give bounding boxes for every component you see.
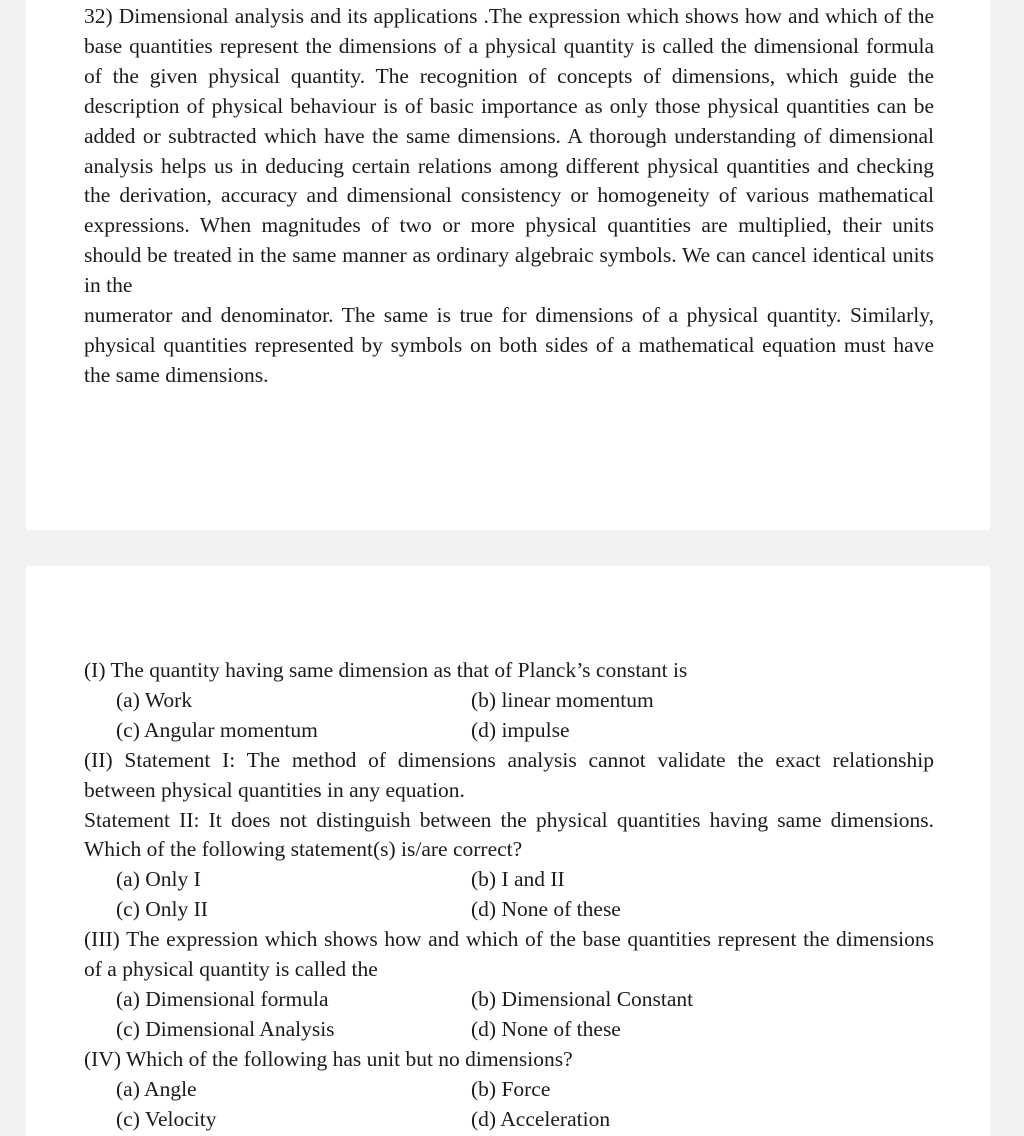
- question-1: [84, 656, 934, 746]
- passage-text-continued: numerator and denominator. The same is true for dimensions of a physical quantity. Similarly, physical quantities represented by symbols on both sides of a mathematical equation must have the same dimensions.: [84, 303, 934, 387]
- question-2: [84, 746, 934, 925]
- option-d: (d) impulse: [471, 717, 570, 742]
- option-b: (b) linear momentum: [471, 687, 654, 712]
- options-grid: [84, 985, 934, 1045]
- question-4: [84, 1045, 934, 1135]
- question-stem: (II) Statement I: The method of dimensions analysis cannot validate the exact relationship between physical quantities in any equation.: [84, 747, 934, 802]
- options-grid: [84, 686, 934, 746]
- question-number: 32): [84, 4, 113, 28]
- option-a: (a) Dimensional formula: [116, 986, 329, 1011]
- question-list: [84, 656, 934, 1135]
- passage-paragraph: [84, 2, 934, 391]
- question-stem-statement-2: Statement II: It does not distinguish between the physical quantities having same dimensions. Which of the following statement(s) is/are correct?: [84, 807, 934, 862]
- question-stem: (IV) Which of the following has unit but no dimensions?: [84, 1046, 573, 1071]
- option-c: (c) Velocity: [116, 1106, 217, 1131]
- question-3: [84, 925, 934, 1045]
- option-a: (a) Only I: [116, 867, 201, 892]
- option-d: (d) Acceleration: [471, 1106, 611, 1131]
- option-b: (b) Dimensional Constant: [471, 986, 694, 1011]
- passage-text: Dimensional analysis and its applications .The expression which shows how and which of the base quantities represent the dimensions of a physical quantity is called the dimensional formula of the given physical quantity. The recognition of concepts of dimensions, which guide the description of physical behaviour is of basic importance as only those physical quantities can be added or subtracted which have the same dimensions. A thorough understanding of dimensional analysis helps us in deducing certain relations among different physical quantities and checking the derivation, accuracy and dimensional consistency or homogeneity of various mathematical expressions. When magnitudes of two or more physical quantities are multiplied, their units should be treated in the same manner as ordinary algebraic symbols. We can cancel identical units in the: [84, 4, 934, 298]
- option-c: (c) Angular momentum: [116, 717, 318, 742]
- option-b: (b) I and II: [471, 867, 565, 892]
- option-c: (c) Dimensional Analysis: [116, 1016, 335, 1041]
- option-a: (a) Work: [116, 687, 193, 712]
- option-d: (d) None of these: [471, 1016, 621, 1041]
- options-grid: [84, 1075, 934, 1135]
- option-a: (a) Angle: [116, 1076, 197, 1101]
- options-grid: [84, 865, 934, 925]
- question-stem: (III) The expression which shows how and which of the base quantities represent the dimensions of a physical quantity is called the: [84, 927, 934, 982]
- option-c: (c) Only II: [116, 897, 208, 922]
- question-stem: (I) The quantity having same dimension as that of Planck’s constant is: [84, 658, 688, 682]
- option-d: (d) None of these: [471, 897, 621, 922]
- option-b: (b) Force: [471, 1076, 551, 1101]
